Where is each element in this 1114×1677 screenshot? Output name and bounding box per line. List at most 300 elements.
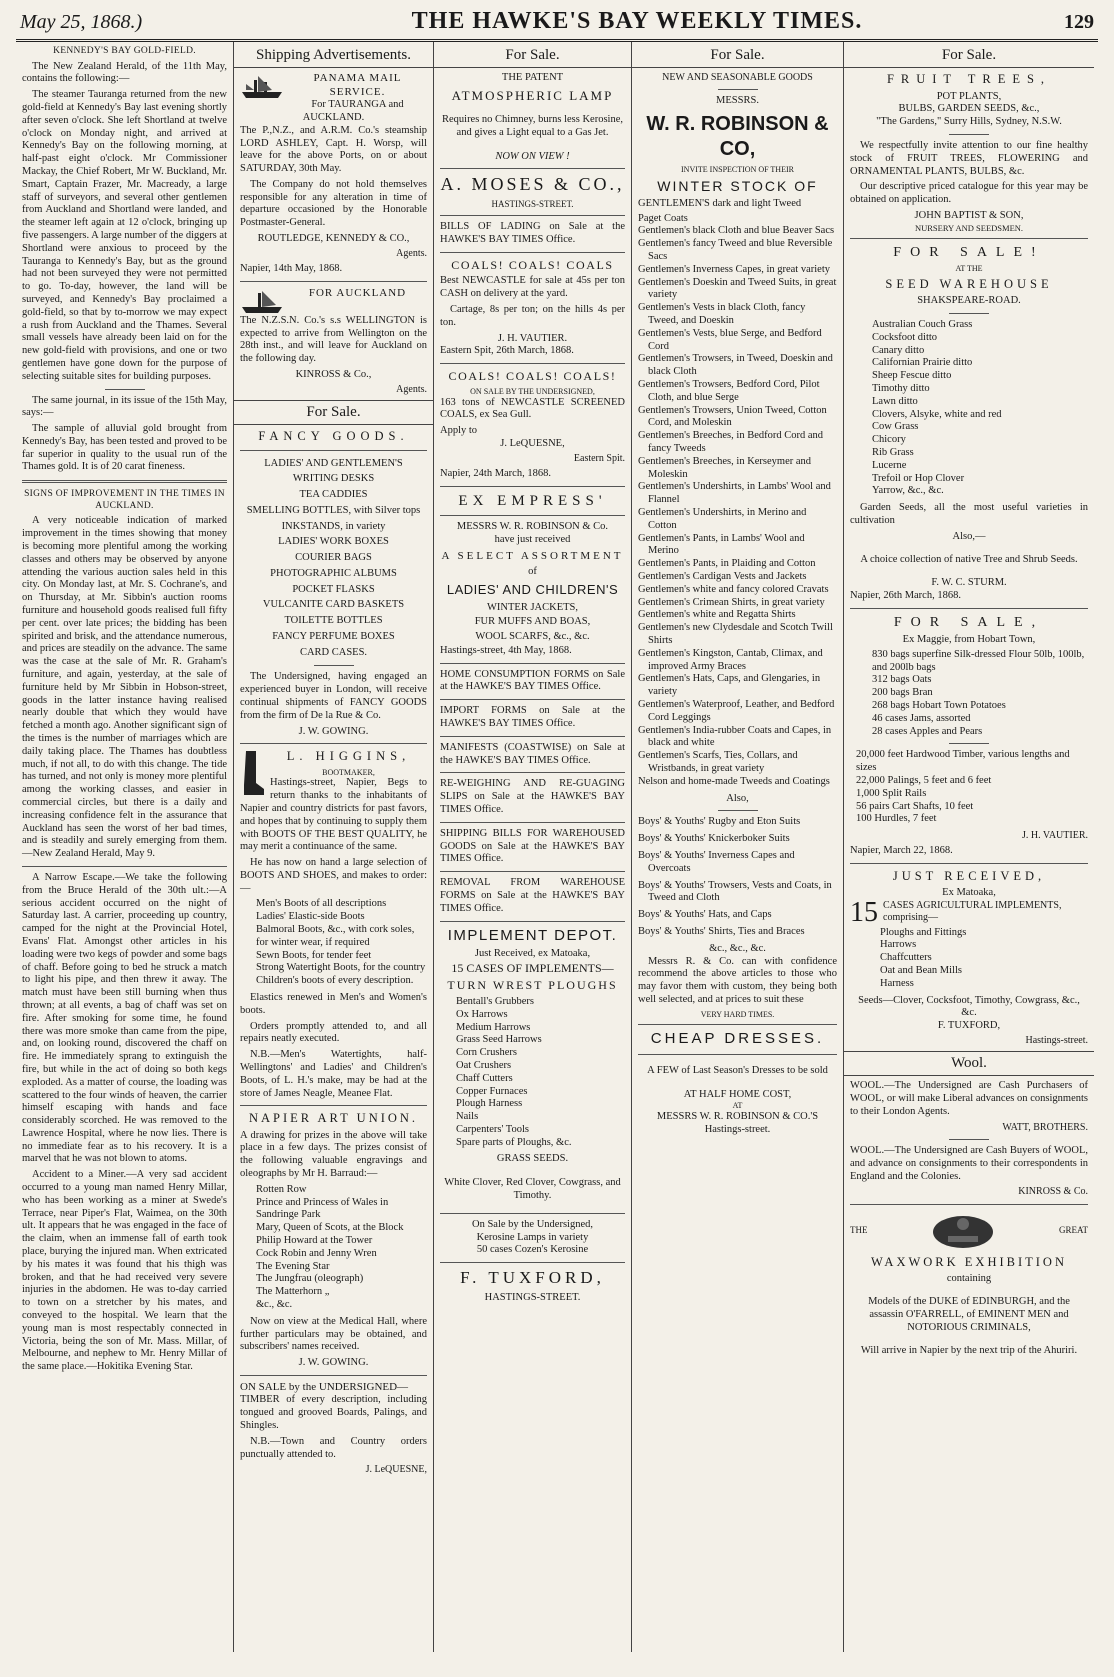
divider [240, 1375, 427, 1376]
ad-address: Hastings-street. [704, 1123, 771, 1135]
list-item: &c., &c. [256, 1299, 293, 1311]
ad-signature: KINROSS & Co. [1018, 1186, 1088, 1198]
divider [949, 313, 989, 314]
ad-address: "The Gardens," Surry Hills, Sydney, N.S.W. [876, 116, 1062, 128]
list-item: Gentlemen's Kingston, Cantab, Climax, and improved Army Braces [638, 647, 823, 672]
divider [240, 1105, 427, 1106]
page-number: 129 [1064, 11, 1094, 33]
ad-title: IMPLEMENT DEPOT. [447, 926, 618, 944]
divider [240, 281, 427, 282]
list-item: The Matterhorn „ [256, 1286, 330, 1298]
list-item: Ploughs and Fittings [880, 926, 967, 938]
list-item: TEA CADDIES [299, 489, 368, 501]
ad-title: JUST RECEIVED, [892, 869, 1046, 884]
list-item: Paget Coats [638, 212, 688, 224]
goods-list [240, 456, 427, 661]
ad-title: L. HIGGINS, [286, 749, 411, 764]
ad-signature: J. W. GOWING. [298, 1357, 369, 1369]
ad-title: W. R. ROBINSON & CO, [646, 113, 829, 160]
ad-body: On Sale by the Undersigned, [471, 1218, 594, 1230]
ad-body: He has now on hand a large selection of BOOTS AND SHOES, and makes to order:— [240, 857, 427, 894]
timber-list [856, 749, 1088, 826]
list-item: Gentlemen's Breeches, in Bedford Cord and fancy Tweeds [638, 430, 824, 455]
ad-body: SHIPPING BILLS FOR WAREHOUSED GOODS on Sale at the HAWKE'S BAY TIMES Office. [440, 827, 625, 865]
list-item: 46 cases Jams, assorted [872, 712, 971, 724]
ad-signature: J. H. VAUTIER. [497, 332, 568, 344]
divider [440, 252, 625, 253]
ad-date: Hastings-street, 4th May, 1868. [440, 644, 572, 656]
list-item: 100 Hurdles, 7 feet [856, 813, 937, 825]
ad-body: containing [946, 1272, 992, 1284]
ad-body: WOOL.—The Undersigned are Cash Purchasers of WOOL, or will make Liberal advances on consignments to their London Agents. [850, 1080, 1088, 1117]
ad-title: WAXWORK EXHIBITION [871, 1254, 1067, 1269]
ad-body: GREAT [1059, 1225, 1088, 1236]
list-item: Rotten Row [256, 1183, 307, 1195]
list-item: Gentlemen's Vests, blue Serge, and Bedford Cord [638, 327, 822, 352]
ad-title: COALS! COALS! COALS [451, 257, 614, 272]
ad-date: Napier, 24th March, 1868. [440, 468, 551, 480]
ad-subtitle: GRASS SEEDS. [496, 1153, 569, 1165]
list-item: Chaff Cutters [456, 1072, 513, 1084]
divider [440, 168, 625, 169]
maggie-list [872, 649, 1088, 739]
list-item: SMELLING BOTTLES, with Silver tops [246, 504, 421, 516]
article-heading: KENNEDY'S BAY GOLD-FIELD. [53, 46, 196, 56]
list-item: GENTLEMEN'S dark and light Tweed [638, 197, 802, 209]
ad-body: AT [732, 1101, 743, 1111]
ad-subtitle: For TAURANGA and AUCKLAND. [302, 99, 404, 123]
ad-signature: J. LeQUESNE, [365, 1464, 427, 1476]
ad-signature: F. TUXFORD, [937, 1020, 1001, 1032]
implement-list [456, 996, 625, 1150]
list-item: Boys' & Youths' Hats, and Caps [638, 909, 772, 921]
list-item: FANCY PERFUME BOXES [272, 630, 395, 642]
list-item: 1,000 Split Rails [856, 787, 927, 799]
divider [850, 863, 1088, 864]
ad-address: Hastings-street. [1025, 1034, 1088, 1046]
list-item: Men's Boots of all descriptions [256, 898, 387, 910]
ad-agents: Agents. [396, 247, 427, 259]
list-item: Gentlemen's Inverness Capes, in great variety [638, 263, 830, 275]
ad-body: Elastics renewed in Men's and Women's boots. [240, 992, 427, 1016]
steamship-icon [240, 72, 284, 100]
ad-signature: J. LeQUESNE, [500, 438, 565, 450]
article-heading: SIGNS OF IMPROVEMENT IN THE TIMES IN AUCKLAND. [24, 489, 225, 511]
boots-list [256, 898, 427, 988]
list-item: Prince and Princess of Wales in Sandringe Park [256, 1196, 389, 1221]
list-item: WRITING DESKS [292, 473, 375, 485]
ad-body: Best NEWCASTLE for sale at 45s per ton CASH on delivery at the yard. [440, 275, 625, 300]
article-paragraph: Accident to a Miner.—A very sad accident occurred to a young man named Henry Millar, who has been working as a miner at Swede's Terrace, near Piper's Flat, Waimea, on the 30th ult. It appears that he was engaged in the face of the claim, when an immense fall of earth took place, burying the injured man. When extricated by his mates it was found that his thigh was broken, and that he had received very severe injuries in the abdomen. He was to-day carried to town on a stretcher by his mates, and conveyed to the hospital. We learn that the young man is most respectably connected in Victoria, being the son of Mr. Mass. Millar, of Melbourne, and nephew to Mr. Henry Millar of the same place.—Hokitika Evening Star. [22, 1169, 227, 1373]
divider [440, 215, 625, 216]
article-paragraph: The New Zealand Herald, of the 11th May, contains the following:— [22, 60, 227, 85]
divider [440, 515, 625, 516]
ad-body: RE-WEIGHING AND RE-GUAGING SLIPS on Sale at the HAWKE'S BAY TIMES Office. [440, 778, 625, 815]
list-item: Nelson and home-made Tweeds and Coatings [638, 775, 830, 787]
ad-body: Garden Seeds, all the most useful varieties in cultivation [850, 502, 1088, 526]
ad-body: Just Received, ex Matoaka, [474, 947, 591, 959]
ad-agents: Agents. [396, 383, 427, 395]
list-item: Gentlemen's Crimean Shirts, in great variety [638, 596, 825, 608]
ad-subtitle: Ex Maggie, from Hobart Town, [902, 633, 1036, 645]
list-item: Chicory [872, 434, 906, 446]
list-item: FUR MUFFS AND BOAS, [474, 616, 591, 628]
ad-body: White Clover, Red Clover, Cowgrass, and Timothy. [444, 1176, 621, 1201]
list-item: The Jungfrau (oleograph) [256, 1273, 364, 1285]
ad-highlight: NOW ON VIEW ! [495, 150, 570, 162]
ad-body: 50 cases Cozen's Kerosine [476, 1244, 589, 1256]
article-paragraph: A very noticeable indication of marked improvement in the times showing that money is becoming more plentiful among the working classes and others may be observed by anyone attending the various auction sales held in this city. On Monday last, at Mr. S. Cochrane's, and on Thursday, at Mr. Sibbin's auction rooms furniture and household goods realised full fifty per cent. over late prices; the bidding has been spirited and brisk, and the attendance numerous, and prices are steadily on the advance. The same was the case at the sale of Mr. R. Graham's furniture, and again, yesterday, at the sale of furniture held by Mr Sibbin in Hobson-street, goods in the latter instance having realised nearly double that which they would have fetched a month ago. Another significant sign of the times is the number of marriages which are daily taking place. The Thames has doubtless much, if not all, to do with this change. The tide has turned, and not only is money more plentiful among the working classes, and easier in commercial circles, but there is a daily and increasing confidence felt in the assurance that Auckland has seen the worst of her bad times, and is steadily and surely emerging from them.—New Zealand Herald, May 9. [22, 515, 227, 860]
list-item: 28 cases Apples and Pears [872, 725, 983, 737]
ad-body: have just received [494, 533, 571, 545]
ad-date: Napier, March 22, 1868. [850, 845, 953, 857]
list-item: Cocksfoot ditto [872, 331, 938, 343]
list-item: The Evening Star [256, 1260, 330, 1272]
list-item: Gentlemen's Undershirts, in Merino and Cotton [638, 507, 807, 531]
list-item: Clovers, Alsyke, white and red [872, 408, 1002, 420]
article-paragraph: A Narrow Escape.—We take the following from the Bruce Herald of the 30th ult.:—A serious accident occurred on the night of Saturday last. A carrier, proceeding up country, camped for the night at the Provincial Hotel, Evans' Flat. Amongst other articles in his loading were two kegs of powder and some bags of chaff. Before going to bed he struck a match to light his pipe, and then threw it away. The match must have been still burning when thus thrown; at all events, a bag of chaff was set on fire. After smoking for some time, he found there was more smoke than came from the pipe, and, on looking round, discovered the chaff on fire. He immediately sprang to extinguish the fire, but while in the act of doing so both kegs exploded. As a matter of course, the loading was scattered to the four winds of heaven, the carrier himself escaping with hands and face considerably scorched. He was removed to the Lawrence Hospital, where he now lies. There is no immediate fear as to his recovery. It is a marvel that he was not blown to atoms. [22, 871, 227, 1165]
divider [718, 89, 758, 90]
list-item: Boys' & Youths' Inverness Capes and Overcoats [638, 849, 795, 874]
ad-subtitle: VERY HARD TIMES. [700, 1009, 775, 1019]
ad-signature: F. W. C. STURM. [931, 577, 1007, 589]
divider [440, 822, 625, 823]
list-item: Copper Furnaces [456, 1085, 528, 1097]
list-item: Gentlemen's white and fancy colored Cravats [638, 583, 829, 595]
ad-address: HASTINGS-STREET. [484, 1292, 581, 1303]
ad-signature: WATT, BROTHERS. [1002, 1121, 1088, 1133]
divider [22, 480, 227, 483]
column-shipping [234, 42, 434, 1652]
list-item: Trefoil or Hop Clover [872, 472, 965, 484]
list-item: Medium Harrows [456, 1021, 531, 1033]
list-item: Harrows [880, 939, 917, 951]
art-list [256, 1184, 427, 1312]
section-header: For Sale. [434, 44, 631, 68]
list-item: Sheep Fescue ditto [872, 370, 952, 382]
list-item: Sewn Boots, for tender feet [256, 949, 372, 961]
ad-title: FANCY GOODS. [258, 429, 409, 444]
section-header: For Sale. [234, 400, 433, 425]
list-item: PHOTOGRAPHIC ALBUMS [270, 567, 397, 579]
list-item: Strong Watertight Boots, for the country [256, 962, 426, 974]
divider [638, 1054, 837, 1055]
list-item: Balmoral Boots, &c., with cork soles, for winter wear, if required [256, 924, 415, 948]
column-for-sale-3 [844, 42, 1094, 1652]
ad-title: FOR AUCKLAND [308, 286, 407, 299]
ad-body: The P.,N.Z., and A.R.M. Co.'s steamship LORD ASHLEY, Capt. H. Worsp, will leave for the above Ports, on or about SATURDAY, 30th May. [240, 124, 427, 175]
list-item: Australian Couch Grass [872, 318, 973, 330]
list-item: Gentlemen's Trowsers, in Tweed, Doeskin and black Cloth [638, 353, 833, 378]
ad-title: FOR SALE! [893, 245, 1045, 261]
ad-body: N.B.—Town and Country orders punctually attended to. [240, 1435, 427, 1460]
ad-body: TIMBER of every description, including tongued and grooved Boards, Palings, and Shingles. [240, 1394, 427, 1432]
ad-body: A choice collection of native Tree and Shrub Seeds. [860, 554, 1078, 565]
boot-icon [240, 749, 266, 797]
list-item: Californian Prairie ditto [872, 357, 973, 369]
ad-title: EX EMPRESS' [458, 492, 607, 509]
ad-subtitle: THE PATENT [501, 72, 564, 84]
ad-body: THE [850, 1225, 868, 1236]
ad-title: CHEAP DRESSES. [650, 1030, 825, 1048]
ad-body: of [528, 566, 537, 578]
list-item: Carpenters' Tools [456, 1123, 529, 1135]
ad-title: WINTER STOCK OF [657, 177, 818, 194]
list-item: Gentlemen's Pants, in Lambs' Wool and Merino [638, 532, 805, 557]
divider [949, 1139, 989, 1140]
list-item: Gentlemen's Trowsers, Union Tweed, Cotton Cord, and Moleskin [638, 404, 827, 429]
article-paragraph: The steamer Tauranga returned from the new gold-field at Kennedy's Bay last evening shortly after seven o'clock. She left Shortland at twelve o'clock on Monday night, and arrived at Kennedy's Bay on the following morning, at half-past eight o'clock. Mr Commissioner Mackay, the Chief Robert, Mr W. Buckland, Mr. Smart, Captain Frazer, Mr. Macready, a large staff of surveyors, and several other gentlemen from Auckland and Shortland were landed, and the steamer left again at 12 o'clock, bringing up five passengers. A large number of the diggers at Shortland were anxious to proceed by the Tauranga to Kennedy's Bay, but as the ground had not been surveyed they were not permitted to go. To-day, however, the land will be surveyed, and Kennedy's Bay proclaimed a gold-field, so that by to-morrow we may expect a rush from Auckland and the Thames. Several small vessels have already been laid on for the new gold-field with provisions, and one or two gentlemen have gone down for the purpose of selecting suitable sites for building purposes. [22, 89, 227, 382]
ad-body: Our descriptive priced catalogue for this year may be obtained on application. [850, 181, 1088, 206]
list-item: Rib Grass [872, 446, 914, 458]
ad-title: ATMOSPHERIC LAMP [451, 88, 614, 104]
ad-address: HASTINGS-STREET. [491, 199, 574, 210]
steamship-icon [240, 287, 284, 315]
ad-body: WOOL.—The Undersigned are Cash Buyers of WOOL, and advance on consignments to their correspondents in England and the Colonies. [850, 1144, 1088, 1182]
divider [949, 134, 989, 135]
list-item: 830 bags superfine Silk-dressed Flour 50lb, 100lb, and 200lb bags [872, 648, 1085, 673]
ad-body: Apply to [440, 425, 478, 437]
list-item: VULCANITE CARD BASKETS [262, 599, 405, 611]
list-item: Gentlemen's India-rubber Coats and Capes, in black and white [638, 724, 832, 749]
divider [949, 743, 989, 744]
divider [850, 1204, 1088, 1205]
divider [440, 363, 625, 364]
ad-subtitle: MESSRS W. R. ROBINSON & Co. [456, 521, 609, 533]
divider [638, 1024, 837, 1025]
list-item: Yarrow, &c., &c. [872, 485, 944, 497]
ad-body: Hastings-street, Napier, Begs to return thanks to the inhabitants of Napier and country districts for past favors, and hopes that by continuing to supply them with BOOTS OF THE BEST QUALITY, he may merit a continuance of the same. [240, 777, 427, 853]
ad-body: We respectfully invite attention to our fine healthy stock of FRUIT TREES, FLOWERING and ORNAMENTAL PLANTS, BULBS, &c. [850, 139, 1088, 177]
ad-title: FRUIT TREES, [886, 72, 1052, 87]
list-item: Lawn ditto [872, 395, 918, 407]
list-item: Ox Harrows [456, 1008, 508, 1020]
ad-subtitle: ON SALE BY THE UNDERSIGNED, [470, 386, 595, 396]
list-item: Grass Seed Harrows [456, 1034, 542, 1046]
ad-body: Orders promptly attended to, and all repairs neatly executed. [240, 1020, 427, 1045]
ad-date: Eastern Spit, 26th March, 1868. [440, 345, 574, 357]
column-news [16, 42, 234, 1652]
ad-title: COALS! COALS! COALS! [448, 369, 617, 384]
columns [16, 42, 1098, 1652]
list-item: Gentlemen's Scarfs, Ties, Collars, and Wristbands, in great variety [638, 750, 798, 774]
ad-body: CASES AGRICULTURAL IMPLEMENTS, comprising— [883, 900, 1062, 924]
list-item: 268 bags Hobart Town Potatoes [872, 699, 1006, 711]
list-item: POCKET FLASKS [292, 583, 375, 595]
ladies-list [440, 601, 625, 645]
list-item: Oat Crushers [456, 1059, 512, 1071]
list-item: INKSTANDS, in variety [281, 520, 386, 532]
ad-body: Also,— [952, 530, 986, 542]
ad-body: A drawing for prizes in the above will take place in a few days. The prizes consist of the following valuable engravings and oleographs by Mr H. Barraud:— [240, 1129, 427, 1180]
ad-body: The Undersigned, having engaged an experienced buyer in London, will receive continual shipments of FANCY GOODS from the firm of De la Rue & Co. [240, 671, 427, 721]
seeds-list [872, 319, 1088, 498]
list-item: 22,000 Palings, 5 feet and 6 feet [856, 774, 992, 786]
ad-body: Seeds—Clover, Cocksfoot, Timothy, Cowgrass, &c., &c. [858, 994, 1080, 1019]
ad-title: ON SALE by the UNDERSIGNED— [240, 1381, 409, 1394]
ad-body: Cartage, 8s per ton; on the hills 4s per ton. [440, 304, 625, 328]
list-item: Boys' & Youths' Knickerboker Suits [638, 833, 790, 845]
ad-subtitle: POT PLANTS, [936, 90, 1002, 102]
section-header: For Sale. [632, 44, 843, 68]
ad-body: Models of the DUKE of EDINBURGH, and the assassin O'FARRELL, of EMINENT MEN and NOTORIOUS CRIMINALS, [868, 1296, 1070, 1333]
ad-body: IMPORT FORMS on Sale at the HAWKE'S BAY TIMES Office. [440, 705, 625, 730]
list-item: Oat and Bean Mills [880, 964, 962, 976]
list-item: 56 pairs Cart Shafts, 10 feet [856, 800, 974, 812]
list-item: Gentlemen's Doeskin and Tweed Suits, in great variety [638, 276, 837, 301]
list-item: Gentlemen's Undershirts, in Lambs' Wool and Flannel [638, 481, 831, 506]
ad-subtitle: NEW AND SEASONABLE GOODS [662, 72, 813, 84]
issue-date: May 25, 1868.) [20, 11, 143, 33]
ad-address: Eastern Spit. [573, 452, 625, 464]
list-item: Gentlemen's Trowsers, Bedford Cord, Pilot Cloth, and blue Serge [638, 379, 820, 403]
list-item: LADIES' AND GENTLEMEN'S [264, 457, 403, 469]
list-item: Corn Crushers [456, 1047, 517, 1059]
divider [718, 810, 758, 811]
ad-subtitle: BULBS, GARDEN SEEDS, &c., [898, 103, 1040, 115]
list-item: COURIER BAGS [295, 552, 372, 564]
ad-body: A FEW of Last Season's Dresses to be sold [647, 1065, 828, 1077]
divider [440, 921, 625, 922]
divider [440, 699, 625, 700]
list-item: Spare parts of Ploughs, &c. [456, 1136, 572, 1148]
list-item: Mary, Queen of Scots, at the Block [256, 1222, 404, 1234]
ad-address: SHAKSPEARE-ROAD. [917, 295, 1021, 307]
divider [240, 450, 427, 451]
list-item: Gentlemen's black Cloth and blue Beaver Sacs [638, 225, 835, 237]
divider [850, 238, 1088, 239]
list-item: Gentlemen's Pants, in Plaiding and Cotton [638, 558, 816, 570]
list-item: 312 bags Oats [872, 674, 932, 686]
divider [440, 871, 625, 872]
royal-crest-icon [928, 1212, 998, 1250]
ad-body: The N.Z.S.N. Co.'s s.s WELLINGTON is expected to arrive from Wellington on the 28th inst., and will leave for Auckland on the following day. [240, 314, 427, 365]
ad-date: Napier, 26th March, 1868. [850, 590, 961, 602]
divider [22, 866, 227, 867]
list-item: Boys' & Youths' Trowsers, Vests and Coats, in Tweed and Cloth [638, 879, 832, 904]
ad-signature: ROUTLEDGE, KENNEDY & CO., [257, 233, 410, 245]
list-item: Gentlemen's Waterproof, Leather, and Bedford Cord Leggings [638, 698, 835, 723]
ad-title: LADIES' AND CHILDREN'S [446, 581, 619, 597]
ad-title: A. MOSES & CO., [440, 174, 625, 195]
list-item: Bentall's Grubbers [456, 995, 535, 1007]
ad-title: TURN WREST PLOUGHS [447, 978, 618, 993]
list-item: Gentlemen's Breeches, in Kerseymer and Moleskin [638, 455, 812, 480]
list-item: 200 bags Bran [872, 687, 933, 699]
list-item: Gentlemen's Vests in black Cloth, fancy Tweed, and Doeskin [638, 302, 806, 327]
divider [440, 486, 625, 487]
list-item: Gentlemen's white and Regatta Shirts [638, 609, 796, 621]
list-item: Gentlemen's new Clydesdale and Scotch Twill Shirts [638, 622, 833, 646]
list-item: Timothy ditto [872, 382, 930, 394]
list-item: TOILETTE BOTTLES [284, 615, 383, 627]
divider [314, 665, 354, 666]
ad-body: 163 tons of NEWCASTLE SCREENED COALS, ex Sea Gull. [440, 396, 625, 421]
ad-signature: MESSRS W. R. ROBINSON & CO.'S [656, 1111, 819, 1123]
ad-signature: J. W. GOWING. [298, 725, 369, 737]
ad-body: REMOVAL FROM WAREHOUSE FORMS on Sale at the HAWKE'S BAY TIMES Office. [440, 877, 625, 914]
implements-list [880, 927, 1088, 991]
article-paragraph: The sample of alluvial gold brought from Kennedy's Bay, has been tested and proved to be far superior in quality to the usual run of the Thames gold. It is of 20 carat fineness. [22, 423, 227, 473]
ad-body: Now on view at the Medical Hall, where further particulars may be obtained, and subscribers' names received. [240, 1315, 427, 1353]
ad-title: SEED WAREHOUSE [885, 276, 1053, 291]
divider [440, 1262, 625, 1263]
list-item: Boys' & Youths' Rugby and Eton Suits [638, 816, 801, 828]
ad-subtitle: NURSERY AND SEEDSMEN. [914, 222, 1024, 233]
boys-list [638, 816, 837, 938]
divider [105, 389, 145, 390]
ad-body: BILLS OF LADING on Sale at the HAWKE'S BAY TIMES Office. [440, 221, 625, 246]
ad-signature: JOHN BAPTIST & SON, [914, 209, 1024, 221]
list-item: Cow Grass [872, 421, 919, 433]
list-item: Cock Robin and Jenny Wren [256, 1247, 377, 1259]
list-item: WINTER JACKETS, [487, 601, 578, 613]
ad-subtitle: 15 CASES OF IMPLEMENTS— [451, 960, 614, 975]
list-item: Plough Harness [456, 1098, 523, 1110]
column-for-sale-2 [632, 42, 844, 1652]
list-item: Chaffcutters [880, 952, 932, 964]
section-header: Shipping Advertisements. [234, 44, 433, 68]
divider [440, 736, 625, 737]
ad-subtitle: MESSRS. [716, 95, 759, 107]
ad-signature: J. H. VAUTIER. [1021, 830, 1088, 842]
divider [240, 743, 427, 744]
newspaper-title: THE HAWKE'S BAY WEEKLY TIMES. [411, 8, 863, 34]
article-paragraph: The same journal, in its issue of the 15th May, says:— [22, 394, 227, 419]
list-item: Children's boots of every description. [256, 975, 414, 987]
ad-body: Will arrive in Napier by the next trip of the Ahuriri. [860, 1344, 1078, 1356]
list-item: CARD CASES. [299, 646, 368, 658]
ad-subtitle: Ex Matoaka, [942, 887, 996, 899]
list-item: Boys' & Youths' Shirts, Ties and Braces [638, 925, 805, 937]
list-item: Canary ditto [872, 344, 925, 356]
ad-body: Also, [726, 792, 749, 804]
divider [440, 772, 625, 773]
ad-signature: F. TUXFORD, [460, 1268, 605, 1288]
quantity-number: 15 [850, 897, 878, 929]
list-item: Philip Howard at the Tower [256, 1235, 373, 1247]
ad-body: HOME CONSUMPTION FORMS on Sale at the HAWKE'S BAY TIMES Office. [440, 668, 625, 693]
ad-subtitle: BOOTMAKER, [322, 767, 375, 777]
ad-date: Napier, 14th May, 1868. [240, 263, 343, 275]
ad-signature: KINROSS & Co., [295, 369, 372, 381]
ad-body: The Company do not hold themselves responsible for any alteration in time of departure occasioned by the Honorable Postmaster-General. [240, 178, 427, 229]
ad-subtitle: AT THE [955, 264, 983, 274]
clothing-list [638, 213, 837, 789]
list-item: Harness [880, 977, 914, 989]
list-item: Ladies' Elastic-side Boots [256, 911, 365, 923]
divider [440, 1213, 625, 1214]
list-item: LADIES' WORK BOXES [278, 536, 389, 548]
section-header: For Sale. [844, 44, 1094, 68]
list-item: Gentlemen's fancy Tweed and blue Reversible Sacs [638, 238, 833, 263]
list-item: 20,000 feet Hardwood Timber, various lengths and sizes [856, 749, 1070, 774]
ad-title: FOR SALE, [893, 614, 1045, 630]
column-for-sale-1 [434, 42, 632, 1652]
masthead [16, 6, 1098, 35]
divider [850, 608, 1088, 609]
list-item: Lucerne [872, 459, 907, 471]
ad-body: MANIFESTS (COASTWISE) on Sale at the HAWKE'S BAY TIMES Office. [440, 741, 625, 766]
ad-body: &c., &c., &c. [709, 942, 766, 954]
divider [440, 663, 625, 664]
ad-body: N.B.—Men's Watertights, half-Wellingtons' and Ladies' and Children's Boots, of L. H.'s make, may be had at the store of James Neagle, Meanee Flat. [240, 1049, 427, 1099]
list-item: Nails [456, 1111, 479, 1123]
ad-subtitle: INVITE INSPECTION OF THEIR [681, 165, 794, 175]
section-header: Wool. [844, 1051, 1094, 1076]
list-item: WOOL SCARFS, &c., &c. [475, 631, 590, 643]
ad-subtitle: AT HALF HOME COST, [683, 1088, 792, 1100]
